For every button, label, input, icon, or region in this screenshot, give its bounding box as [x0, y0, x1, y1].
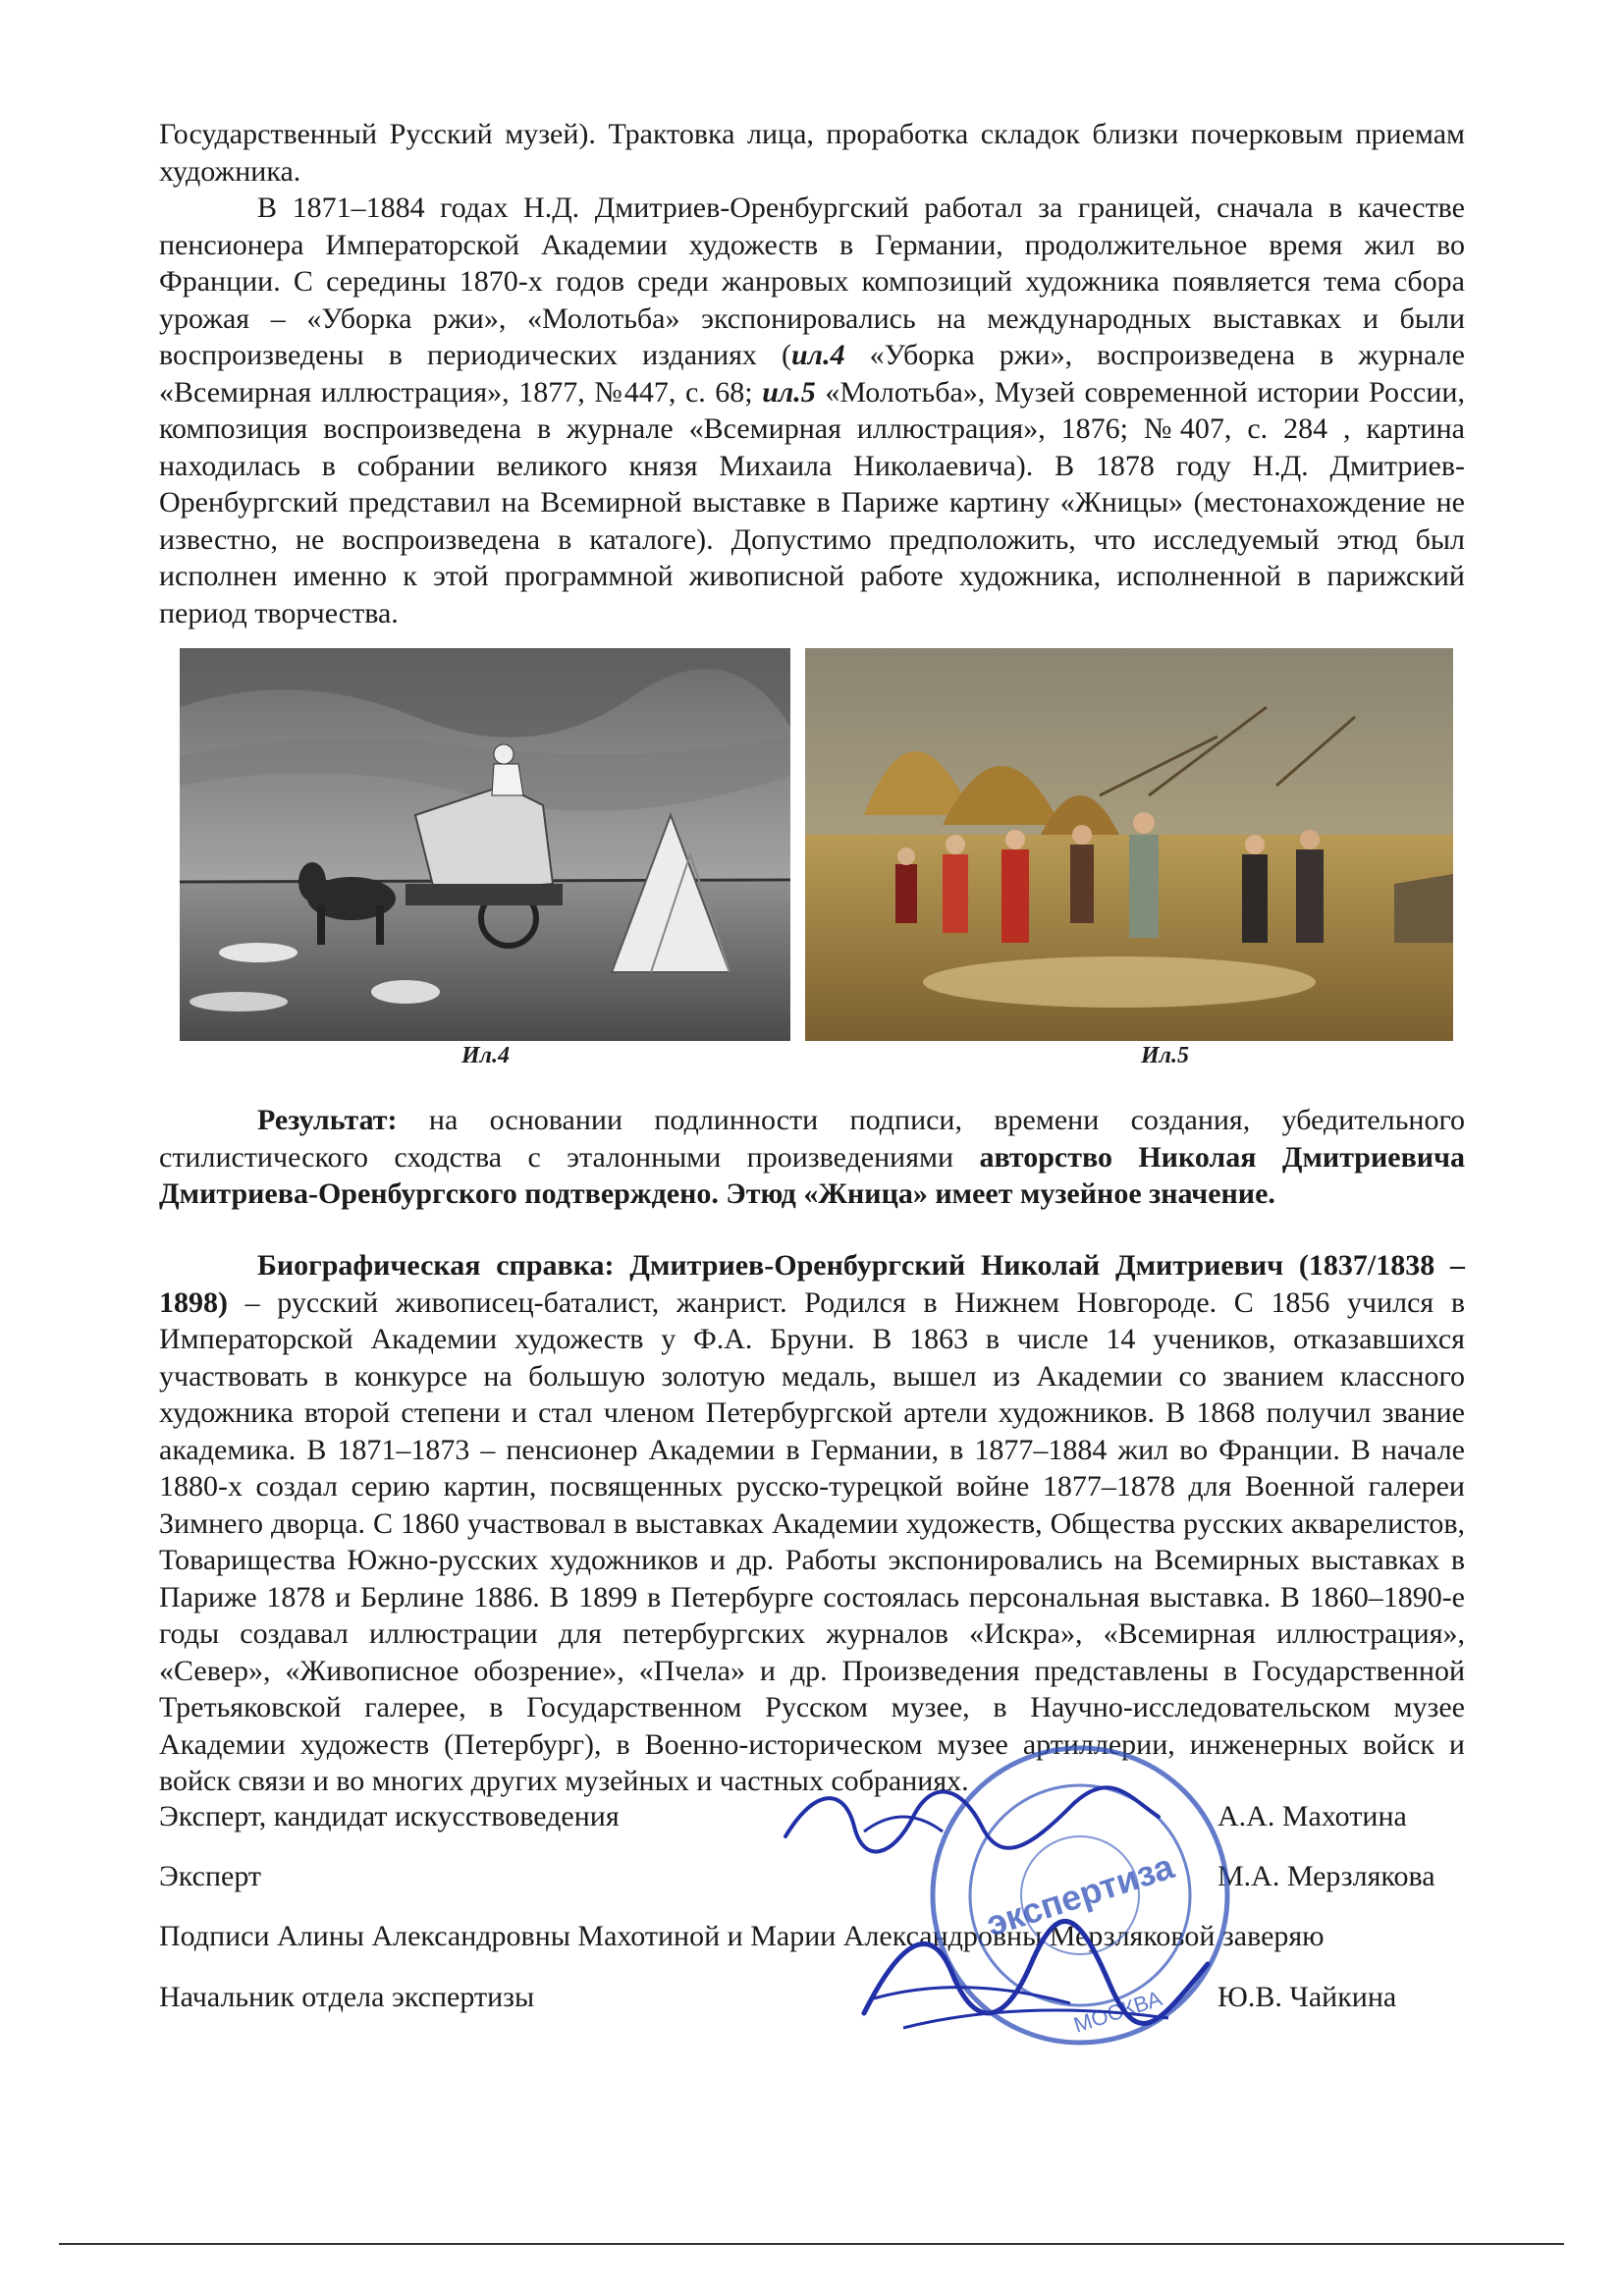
result-section: [159, 1102, 1465, 1213]
paragraph-2-part-c: «Молотьба», Музей современной истории России, композиция воспроизведена в журнале «Всемирная иллюстрация», 1876; №407, с. 284 , картина находилась в собрании великого князя Михаила Николаевича). В 1878 году Н.Д. Дмитриев-Оренбургский представил на Всемирной выставке в Париже картину «Жницы» (местонахождение не известно, не воспроизведена в каталоге). Допустимо предположить, что исследуемый этюд был исполнен именно к этой программной живописной работе художника, исполненной в парижский период творчества.: [159, 375, 1465, 629]
paragraph-continuation: [159, 116, 1465, 190]
signature-row-expert-2-role: Эксперт: [159, 1860, 262, 1892]
figure-4-engraving: [180, 648, 790, 1041]
footer-divider: [59, 2243, 1564, 2245]
paragraph-1-text: Государственный Русский музей). Трактовка лица, проработка складок близки почерковым приемам художника.: [159, 118, 1465, 188]
stamp-city: МОСКВА: [1070, 1986, 1165, 2038]
paragraph-paris-period: [159, 190, 1465, 631]
stamp-center-word: экспертиза: [981, 1845, 1179, 1944]
figure-5-painting: [805, 648, 1453, 1041]
signature-row-head-role: Начальник отдела экспертизы: [159, 1981, 535, 2013]
harvest-engraving-image: [180, 648, 790, 1041]
result-paragraph: [159, 1102, 1465, 1213]
threshing-painting-image: [805, 648, 1453, 1041]
figure-4-caption: Ил.4: [461, 1043, 510, 1068]
signature-certification-text: Подписи Алины Александровны Махотиной и Марии Александровны Мерзляковой заверяю: [159, 1920, 1325, 1952]
result-conclusion: авторство Николая Дмитриевича Дмитриева-Оренбургского подтверждено. Этюд «Жница» имеет музейное значение.: [159, 1140, 1465, 1210]
result-label: Результат:: [257, 1104, 398, 1136]
biography-label: Биографическая справка: Дмитриев-Оренбургский Николай Дмитриевич (1837/1838 – 1898): [159, 1249, 1465, 1319]
figure-ref-5: ил.5: [762, 375, 816, 409]
biography-text: – русский живописец-баталист, жанрист. Родился в Нижнем Новгороде. С 1856 учился в Императорской Академии художеств у Ф.А. Бруни. В 1863 в числе 14 учеников, отказавшихся участвовать в конкурсе на большую золотую медаль, вышел из Академии со званием классного художника второй степени и стал членом Петербургской артели художников. В 1868 получил звание академика. В 1871–1873 – пенсионер Академии в Германии, в 1877–1884 жил во Франции. В начале 1880-х создал серию картин, посвященных русско-турецкой войне 1877–1878 для Военной галереи Зимнего дворца. С 1860 участвовал в выставках Академии художеств, Общества русских акварелистов, Товарищества Южно-русских художников и др. Работы экспонировались на Всемирных выставках в Париже 1878 и Берлине 1886. В 1899 в Петербурге состоялась персональная выставка. В 1860–1890-е годы создавал иллюстрации для петербургских журналов «Искра», «Всемирная иллюстрация», «Север», «Живописное обозрение», «Пчела» и др. Произведения представлены в Государственной Третьяковской галерее, в Государственном Русском музее, в Научно-исследовательском музее Академии художеств (Петербург), в Военно-историческом музее артиллерии, инженерных войск и войск связи и во многих других музейных и частных собраниях.: [159, 1285, 1465, 1797]
signature-row-expert-2-name: М.А. Мерзлякова: [1217, 1860, 1435, 1892]
signature-row-expert-1-role: Эксперт, кандидат искусствоведения: [159, 1800, 620, 1832]
signature-row-head-name: Ю.В. Чайкина: [1217, 1981, 1397, 2013]
result-text: на основании подлинности подписи, времени создания, убедительного стилистического сходства с эталонными произведениями: [159, 1104, 1465, 1174]
figure-ref-4: ил.4: [791, 339, 845, 371]
biography-paragraph: [159, 1247, 1465, 1800]
signature-row-expert-1-name: А.А. Махотина: [1217, 1800, 1407, 1832]
paragraph-2: [159, 190, 1465, 631]
paragraph-2-part-b: «Уборка ржи», воспроизведена в журнале «Всемирная иллюстрация», 1877, №447, с. 68;: [159, 339, 1465, 409]
figure-5-caption: Ил.5: [1141, 1043, 1189, 1068]
paragraph-2-part-a: В 1871–1884 годах Н.Д. Дмитриев-Оренбургский работал за границей, сначала в качестве пенсионера Императорской Академии художеств в Германии, продолжительное время жил во Франции. С середины 1870-х годов среди жанровых композиций художника появляется тема сбора урожая – «Уборка ржи», «Молотьба» экспонировались на международных выставках и были воспроизведены в периодических изданиях (: [159, 191, 1465, 371]
biography-section: [159, 1247, 1465, 1800]
